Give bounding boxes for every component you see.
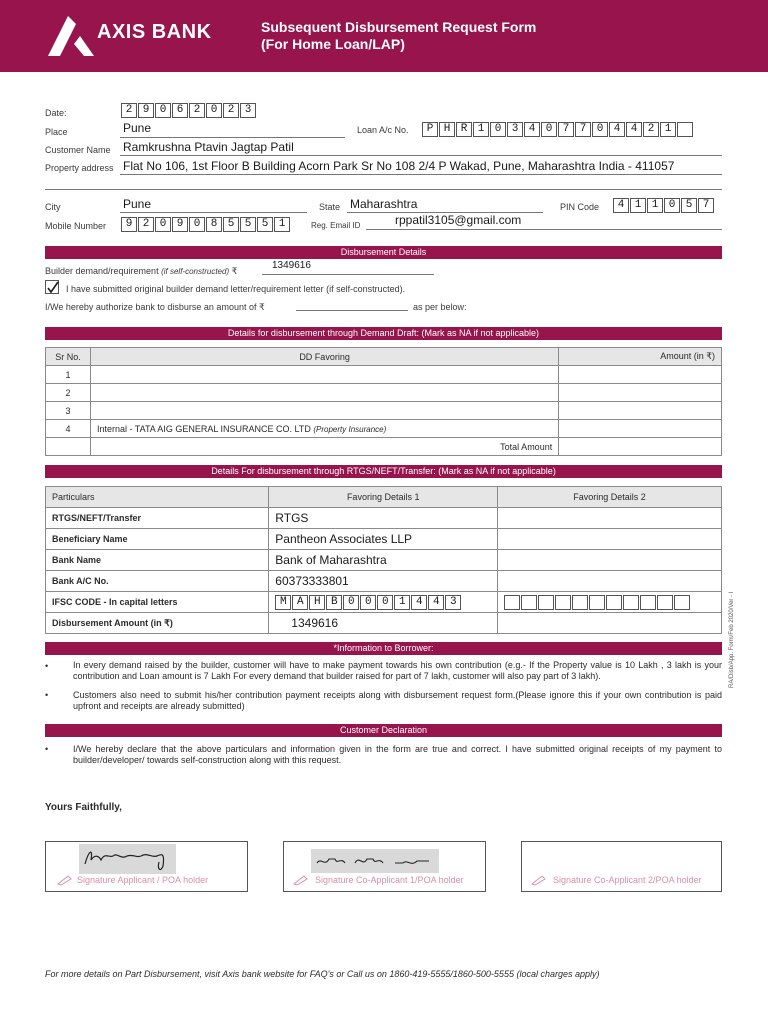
amount-cell[interactable] [559, 420, 722, 438]
favoring-2-header: Favoring Details 2 [498, 487, 722, 508]
amount-header: Amount (in ₹) [559, 348, 722, 366]
digit-box: 0 [360, 595, 376, 610]
declaration-text: I/We hereby declare that the above particulars and information given in the form are true and correct. I have submitted original receipts of my payment to builder/developer/ towards self-construction along with this request. [73, 744, 722, 765]
digit-box: 5 [257, 217, 273, 232]
digit-box: H [309, 595, 325, 610]
digit-box: P [422, 122, 438, 137]
digit-box: 5 [223, 217, 239, 232]
digit-box: 2 [121, 103, 137, 118]
dd-favoring-header: DD Favoring [90, 348, 558, 366]
table-row [46, 366, 722, 384]
signature-icon [79, 844, 176, 874]
table-row [46, 508, 722, 529]
date-label: Date: [45, 108, 67, 118]
digit-box: 2 [223, 103, 239, 118]
favoring-2-value[interactable] [498, 550, 722, 571]
sr-no-header: Sr No. [46, 348, 91, 366]
table-row [46, 613, 722, 634]
city-value[interactable]: Pune [123, 197, 152, 211]
digit-box: 2 [643, 122, 659, 137]
digit-box: 1 [394, 595, 410, 610]
digit-box: 9 [172, 217, 188, 232]
digit-box: 0 [189, 217, 205, 232]
signature-label: Signature Applicant / POA holder [77, 875, 209, 885]
declaration-bar: Customer Declaration [45, 724, 722, 737]
sr-no-cell: 3 [46, 402, 91, 420]
digit-box: M [275, 595, 291, 610]
dd-favoring-cell[interactable] [90, 402, 558, 420]
digit-box: 0 [664, 198, 680, 213]
total-amount-label: Total Amount [90, 438, 558, 456]
digit-box [589, 595, 605, 610]
dd-favoring-text: Internal - TATA AIG GENERAL INSURANCE CO. LTD [96, 423, 311, 434]
address-underline [120, 174, 722, 175]
digit-box [657, 595, 673, 610]
digit-box: 0 [490, 122, 506, 137]
bank-name: AXIS BANK [97, 21, 212, 43]
table-header-row [46, 348, 722, 366]
digit-box: 0 [541, 122, 557, 137]
info-point-1: In every demand raised by the builder, customer will have to make payment towards his own contribution (e.g.- If the Property value is 10 Lakh , 3 lakh is your contribution and Loan amount is 7 Lakh For every demand that builder raised for part of 7 lakh, customer will also pay part of 3 lakh). [73, 660, 722, 681]
digit-box: 4 [613, 198, 629, 213]
digit-box: 7 [575, 122, 591, 137]
signature-image [79, 844, 176, 874]
date-boxes[interactable] [121, 103, 257, 118]
rtgs-bar: Details For disbursement through RTGS/NEFT/Transfer: (Mark as NA if not applicable) [45, 465, 722, 478]
sr-no-cell: 1 [46, 366, 91, 384]
digit-box: A [292, 595, 308, 610]
digit-box: 9 [121, 217, 137, 232]
signature-box-co-applicant-2[interactable] [521, 841, 722, 892]
particular-label: Bank A/C No. [46, 571, 269, 592]
signature-box-co-applicant-1[interactable] [283, 841, 486, 892]
customer-underline [120, 155, 722, 156]
digit-box: 0 [343, 595, 359, 610]
total-row [46, 438, 722, 456]
signature-image [311, 849, 439, 873]
dd-favoring-cell[interactable] [90, 366, 558, 384]
address-value[interactable]: Flat No 106, 1st Floor B Building Acorn Park Sr No 108 2/4 P Wakad, Pune, Maharashtra India - 411057 [123, 159, 675, 173]
digit-box [504, 595, 520, 610]
digit-box: 4 [411, 595, 427, 610]
pin-boxes[interactable] [613, 198, 715, 213]
digit-box: 0 [155, 103, 171, 118]
mobile-boxes[interactable] [121, 217, 291, 232]
favoring-2-value[interactable] [498, 613, 722, 634]
signature-label: Signature Co-Applicant 2/POA holder [553, 875, 702, 885]
pen-icon [530, 874, 548, 886]
digit-box: 5 [681, 198, 697, 213]
table-row [46, 384, 722, 402]
digit-box: 4 [428, 595, 444, 610]
table-row [46, 550, 722, 571]
form-subtitle: (For Home Loan/LAP) [261, 36, 405, 52]
loan-label: Loan A/c No. [357, 125, 409, 135]
digit-box: R [456, 122, 472, 137]
digit-box: 4 [626, 122, 642, 137]
place-value[interactable]: Pune [123, 121, 152, 135]
amount-cell[interactable] [559, 366, 722, 384]
digit-box [538, 595, 554, 610]
signature-box-applicant[interactable] [45, 841, 248, 892]
place-underline [120, 137, 345, 138]
table-row [46, 402, 722, 420]
builder-letter-checkbox[interactable] [45, 280, 59, 294]
sr-no-cell: 2 [46, 384, 91, 402]
particular-label: Bank Name [46, 550, 269, 571]
authorize-tail: as per below: [413, 302, 467, 312]
builder-demand-text: Builder demand/requirement [45, 266, 159, 276]
digit-box: 5 [240, 217, 256, 232]
favoring-1-value[interactable]: Pantheon Associates LLP [269, 529, 498, 550]
city-underline [120, 212, 307, 213]
favoring-2-value[interactable] [498, 571, 722, 592]
digit-box: 1 [274, 217, 290, 232]
city-label: City [45, 202, 61, 212]
checkmark-icon [46, 281, 60, 295]
particulars-header: Particulars [46, 487, 269, 508]
digit-box [521, 595, 537, 610]
digit-box: 0 [155, 217, 171, 232]
empty-cell [46, 438, 91, 456]
digit-box: 3 [445, 595, 461, 610]
digit-box: 3 [240, 103, 256, 118]
favoring-2-value[interactable] [498, 529, 722, 550]
rtgs-table [45, 486, 722, 634]
digit-box: 4 [609, 122, 625, 137]
ifsc-1-cell[interactable] [269, 592, 498, 613]
digit-box [606, 595, 622, 610]
email-label: Reg. Email ID [311, 221, 361, 230]
favoring-1-value[interactable]: Bank of Maharashtra [269, 550, 498, 571]
builder-underline [262, 274, 434, 275]
sr-no-cell: 4 [46, 420, 91, 438]
digit-box [674, 595, 690, 610]
authorize-text: I/We hereby authorize bank to disburse an amount of ₹ [45, 302, 265, 312]
ifsc-2-boxes [504, 595, 715, 610]
digit-box: 0 [206, 103, 222, 118]
signature-icon [311, 849, 439, 873]
digit-box: 1 [647, 198, 663, 213]
digit-box: 2 [189, 103, 205, 118]
bullet: • [45, 661, 49, 671]
total-amount-cell[interactable] [559, 438, 722, 456]
disbursement-details-bar: Disbursement Details [45, 246, 722, 259]
favoring-2-value[interactable] [498, 508, 722, 529]
digit-box: H [439, 122, 455, 137]
table-row [46, 571, 722, 592]
builder-demand-note: (if self-constructed) [161, 267, 230, 276]
bullet: • [45, 690, 49, 700]
signature-label: Signature Co-Applicant 1/POA holder [315, 875, 464, 885]
particular-label: RTGS/NEFT/Transfer [46, 508, 269, 529]
table-header-row [46, 487, 722, 508]
digit-box: 1 [660, 122, 676, 137]
digit-box [623, 595, 639, 610]
digit-box: 3 [507, 122, 523, 137]
favoring-1-value[interactable]: RTGS [269, 508, 498, 529]
builder-demand-label [45, 266, 237, 277]
dd-favoring-cell[interactable] [90, 384, 558, 402]
address-underline-2 [45, 189, 722, 190]
digit-box [677, 122, 693, 137]
digit-box: 4 [524, 122, 540, 137]
digit-box: 0 [377, 595, 393, 610]
particular-label: Beneficiary Name [46, 529, 269, 550]
info-point-2: Customers also need to submit his/her contribution payment receipts along with disbursement request form.(Please ignore this if your own contribution is paid upfront and receipts are already submitted) [73, 690, 722, 711]
ifsc-2-cell[interactable] [498, 592, 722, 613]
favoring-1-header: Favoring Details 1 [269, 487, 498, 508]
table-row [46, 592, 722, 613]
amount-cell[interactable] [559, 384, 722, 402]
bullet: • [45, 744, 49, 754]
footer-text: For more details on Part Disbursement, visit Axis bank website for FAQ's or Call us on 1860-419-5555/1860-500-5555 (local charges apply) [45, 969, 600, 979]
ifsc-1-boxes [275, 595, 491, 610]
dd-favoring-note: (Property Insurance) [313, 424, 387, 434]
demand-draft-bar: Details for disbursement through Demand Draft: (Mark as NA if not applicable) [45, 327, 722, 340]
state-value[interactable]: Maharashtra [350, 197, 418, 211]
dd-favoring-cell[interactable] [90, 420, 558, 438]
table-row [46, 420, 722, 438]
digit-box: 7 [558, 122, 574, 137]
closing-text: Yours Faithfully, [45, 802, 122, 813]
customer-name-value[interactable]: Ramkrushna Ptavin Jagtap Patil [123, 140, 294, 154]
builder-letter-text: I have submitted original builder demand letter/requirement letter (if self-constructed). [66, 284, 406, 294]
ifsc-label: IFSC CODE - In capital letters [46, 592, 269, 613]
builder-demand-value[interactable]: 1349616 [272, 260, 311, 271]
email-underline [366, 229, 722, 230]
favoring-1-value[interactable]: 60373333801 [269, 571, 498, 592]
digit-box [640, 595, 656, 610]
mobile-label: Mobile Number [45, 221, 107, 231]
information-bar: *Information to Borrower: [45, 642, 722, 655]
state-label: State [319, 202, 341, 212]
disbursement-amount-value[interactable]: 1349616 [269, 613, 498, 634]
digit-box: 9 [138, 103, 154, 118]
place-label: Place [45, 127, 68, 137]
address-label: Property address [45, 163, 114, 173]
pen-icon [292, 874, 310, 886]
digit-box: 1 [630, 198, 646, 213]
amount-cell[interactable] [559, 402, 722, 420]
rupee-symbol: ₹ [231, 266, 238, 276]
disbursement-amount-label: Disbursement Amount (in ₹) [46, 613, 269, 634]
digit-box [555, 595, 571, 610]
digit-box [572, 595, 588, 610]
table-row [46, 529, 722, 550]
form-title: Subsequent Disbursement Request Form [261, 19, 537, 35]
form-version: RA/Disb/App. Form/Feb 2020/Ver - I [729, 591, 735, 688]
digit-box: 6 [172, 103, 188, 118]
pen-icon [56, 874, 74, 886]
demand-draft-table [45, 347, 722, 456]
authorize-amount-underline[interactable] [296, 310, 408, 311]
digit-box: 0 [592, 122, 608, 137]
digit-box: 1 [473, 122, 489, 137]
digit-box: B [326, 595, 342, 610]
digit-box: 8 [206, 217, 222, 232]
pin-label: PIN Code [560, 202, 600, 212]
loan-number-boxes[interactable] [422, 122, 694, 137]
customer-name-label: Customer Name [45, 145, 111, 155]
digit-box: 7 [698, 198, 714, 213]
email-value[interactable]: rppatil3105@gmail.com [395, 213, 522, 227]
digit-box: 2 [138, 217, 154, 232]
